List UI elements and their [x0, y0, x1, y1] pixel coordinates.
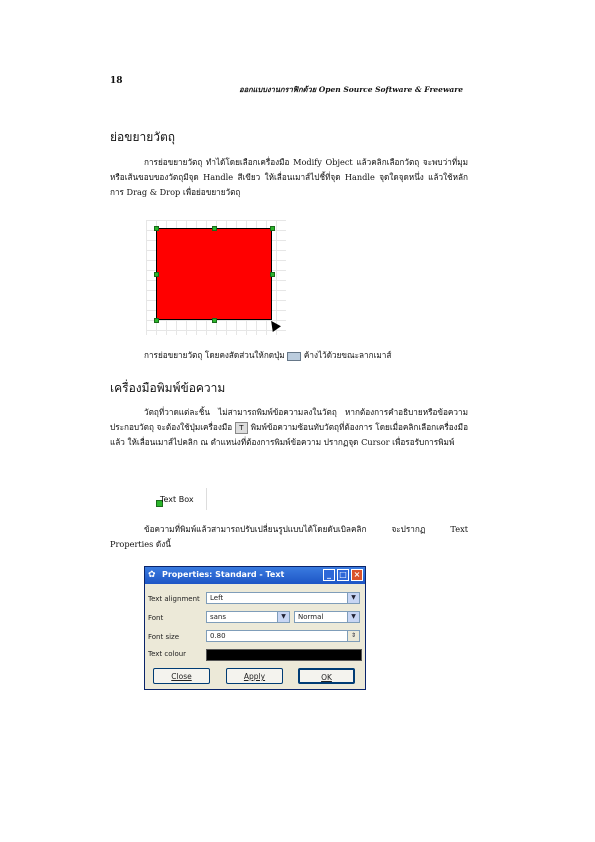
text-alignment-label: Text alignment — [148, 595, 200, 603]
text-tool-paragraph: วัตถุที่วาดแต่ละชิ้น ไม่สามารถพิมพ์ข้อความลงในวัตถุ หากต้องการคำอธิบายหรือข้อความประกอบวัตถุ จะต้องใช้ปุ่มเครื่องมือ T พิมพ์ข้อความซ้อนทับวัตถุที่ต้องการ โดยเมื่อคลิกเลือกเครื่องมือแล้ว ให้เลื่อนเมาส์ไปคลิก ณ ตำแหน่งที่ต้องการพิมพ์ข้อความ ปรากฏจุด Cursor เพื่อรอรับการพิมพ์ — [110, 407, 468, 447]
font-label: Font — [148, 614, 164, 622]
mouse-cursor-icon — [267, 318, 281, 332]
resize-handle — [212, 318, 217, 323]
running-header: ออกแบบงานกราฟิกด้วย Open Source Software & Freeware — [239, 85, 463, 94]
chevron-down-icon[interactable]: ▼ — [277, 612, 289, 622]
font-size-value: 0.80 — [210, 632, 226, 640]
text-colour-label: Text colour — [148, 650, 187, 658]
ok-button[interactable]: OK — [298, 668, 355, 684]
text-alignment-value: Left — [210, 594, 224, 602]
dialog-title: Properties: Standard - Text — [162, 570, 285, 579]
text-colour-swatch[interactable] — [206, 649, 362, 661]
red-rectangle-shape — [156, 228, 272, 320]
page-number: 18 — [110, 76, 123, 86]
keyboard-key-icon — [287, 352, 301, 361]
resize-paragraph: การย่อขยายวัตถุ ทำได้โดยเลือกเครื่องมือ Modify Object แล้วคลิกเลือกวัตถุ จะพบว่าที่มุมหรือเส้นขอบของวัตถุมีจุด Handle สีเขียว ให้เลื่อนเมาส์ไปชี้ที่จุด Handle จุดใดจุดหนึ่ง แล้วใช้หลักการ Drag & Drop เพื่อย่อขยายวัตถุ — [110, 157, 468, 197]
font-style-value: Normal — [298, 613, 324, 621]
properties-dialog — [144, 566, 366, 690]
textbox-sample — [150, 488, 207, 510]
font-family-select[interactable] — [206, 611, 290, 623]
font-size-label: Font size — [148, 633, 180, 641]
section-heading-text-tool: เครื่องมือพิมพ์ข้อความ — [110, 381, 226, 395]
resize-handle — [154, 272, 159, 277]
resize-caption: การย่อขยายวัตถุ โดยคงสัดส่วนให้กดปุ่ม ค้างไว้ด้วยขณะลากเมาส์ — [144, 350, 392, 360]
spinner-arrows-icon[interactable]: ⇕ — [347, 631, 359, 641]
text-alignment-select[interactable] — [206, 592, 360, 604]
font-style-select[interactable] — [294, 611, 360, 623]
maximize-button[interactable]: □ — [337, 569, 349, 581]
text-properties-paragraph: ข้อความที่พิมพ์แล้วสามารถปรับเปลี่ยนรูปแบบได้โดยดับเบิลคลิก จะปรากฏ Text Properties ดังนี้ — [110, 524, 468, 549]
apply-button[interactable]: Apply — [226, 668, 283, 684]
resize-handle — [154, 226, 159, 231]
text-tool-icon: T — [235, 422, 248, 434]
resize-handle — [270, 226, 275, 231]
resize-handle — [270, 272, 275, 277]
chevron-down-icon[interactable]: ▼ — [347, 612, 359, 622]
minimize-button[interactable]: _ — [323, 569, 335, 581]
app-icon: ✿ — [148, 570, 156, 580]
resize-figure — [146, 220, 286, 335]
resize-handle — [154, 318, 159, 323]
close-window-button[interactable]: × — [351, 569, 363, 581]
dialog-titlebar — [145, 567, 365, 584]
textbox-sample-text: Text Box — [160, 495, 194, 504]
section-heading-resize: ย่อขยายวัตถุ — [110, 130, 176, 144]
close-button[interactable]: Close — [153, 668, 210, 684]
font-family-value: sans — [210, 613, 227, 621]
font-size-spinner[interactable] — [206, 630, 360, 642]
chevron-down-icon[interactable]: ▼ — [347, 593, 359, 603]
resize-handle — [212, 226, 217, 231]
